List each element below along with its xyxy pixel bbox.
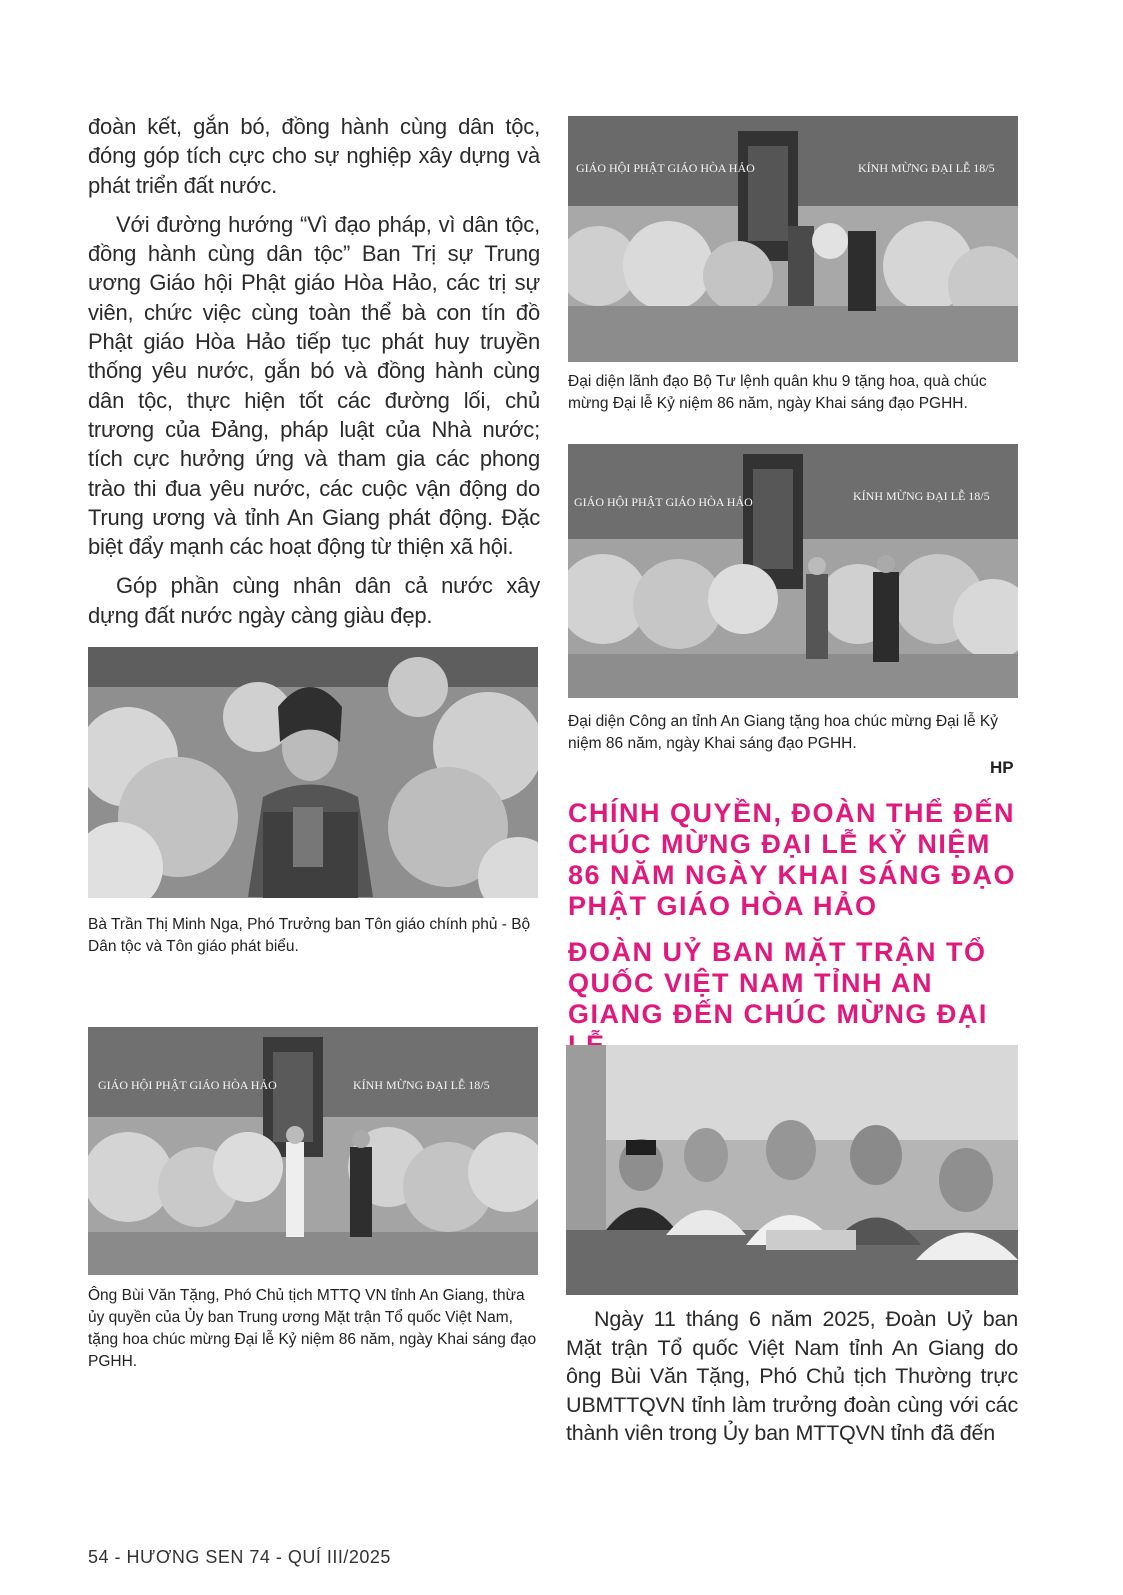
body-paragraph: Với đường hướng “Vì đạo pháp, vì dân tộc, đồng hành cùng dân tộc” Ban Trị sự Trung ương Giáo hội Phật giáo Hòa Hảo, các trị sự viên, chức việc cùng toàn thể bà con tín đồ Phật giáo Hòa Hảo tiếp tục phát huy truyền thống yêu nước, gắn bó và đồng hành cùng dân tộc, thực hiện tốt các đường lối, chủ trương của Đảng, pháp luật của Nhà nước; tích cực hưởng ứng và tham gia các phong trào thi đua yêu nước, các cuộc vận động do Trung ương và tỉnh An Giang phát động. Đặc biệt đẩy mạnh các hoạt động từ thiện xã hội. (88, 211, 540, 560)
banner-text: KÍNH MỪNG ĐẠI LỄ 18/5 (858, 161, 995, 175)
sub-heading: ĐOÀN UỶ BAN MẶT TRẬN TỔ QUỐC VIỆT NAM TỈNH AN GIANG ĐẾN CHÚC MỪNG ĐẠI (568, 937, 988, 1029)
left-text-column (88, 112, 540, 630)
banner-text: GIÁO HỘI PHẬT GIÁO HÒA HẢO (576, 161, 755, 175)
body-paragraph: đoàn kết, gắn bó, đồng hành cùng dân tộc, đóng góp tích cực cho sự nghiệp xây dựng và phát triển đất nước. (88, 114, 540, 198)
main-heading: CHÍNH QUYỀN, ĐOÀN THỂ ĐẾN CHÚC MỪNG ĐẠI LỄ KỶ NIỆM 86 NĂM NGÀY KHAI SÁNG ĐẠO PHẬT GIÁO HÒA HẢO (568, 798, 1017, 921)
photo-police (568, 444, 1018, 698)
photo-military (568, 116, 1018, 362)
author-signature: HP (990, 758, 1014, 777)
body-paragraph-right: Ngày 11 tháng 6 năm 2025, Đoàn Uỷ ban Mặt trận Tổ quốc Việt Nam tỉnh An Giang do ông Bùi Văn Tặng, Phó Chủ tịch Thường trực UBMTTQVN tỉnh làm trưởng đoàn cùng với các thành viên trong Ủy ban MTTQVN tỉnh đã đến (566, 1307, 1018, 1446)
body-paragraph: Góp phần cùng nhân dân cả nước xây dựng đất nước ngày càng giàu đẹp. (88, 573, 540, 628)
banner-text: GIÁO HỘI PHẬT GIÁO HÒA HẢO (98, 1078, 277, 1092)
photo-meeting (566, 1045, 1018, 1295)
banner-text: GIÁO HỘI PHẬT GIÁO HÒA HẢO (574, 495, 753, 509)
caption-speaker: Bà Trần Thị Minh Nga, Phó Trưởng ban Tôn giáo chính phủ - Bộ Dân tộc và Tôn giáo phát biểu. (88, 916, 531, 955)
page-footer: 54 - HƯƠNG SEN 74 - QUÍ III/2025 (88, 1547, 391, 1567)
banner-text: KÍNH MỪNG ĐẠI LỄ 18/5 (853, 489, 990, 503)
photo-speaker (88, 647, 538, 898)
banner-text: KÍNH MỪNG ĐẠI LỄ 18/5 (353, 1078, 490, 1092)
photo-mttq (88, 1027, 538, 1275)
caption-mttq: Ông Bùi Văn Tặng, Phó Chủ tịch MTTQ VN tỉnh An Giang, thừa ủy quyền của Ủy ban Trung ương Mặt trận Tổ quốc Việt Nam, tặng hoa chúc mừng Đại lễ Kỷ niệm 86 năm, ngày Khai sáng đạo PGHH. (88, 1287, 537, 1370)
caption-military: Đại diện lãnh đạo Bộ Tư lệnh quân khu 9 tặng hoa, quà chúc mừng Đại lễ Kỷ niệm 86 năm, ngày Khai sáng đạo PGHH. (568, 373, 987, 412)
caption-police: Đại diện Công an tỉnh An Giang tặng hoa chúc mừng Đại lễ Kỷ niệm 86 năm, ngày Khai sáng đạo PGHH. (568, 713, 999, 752)
